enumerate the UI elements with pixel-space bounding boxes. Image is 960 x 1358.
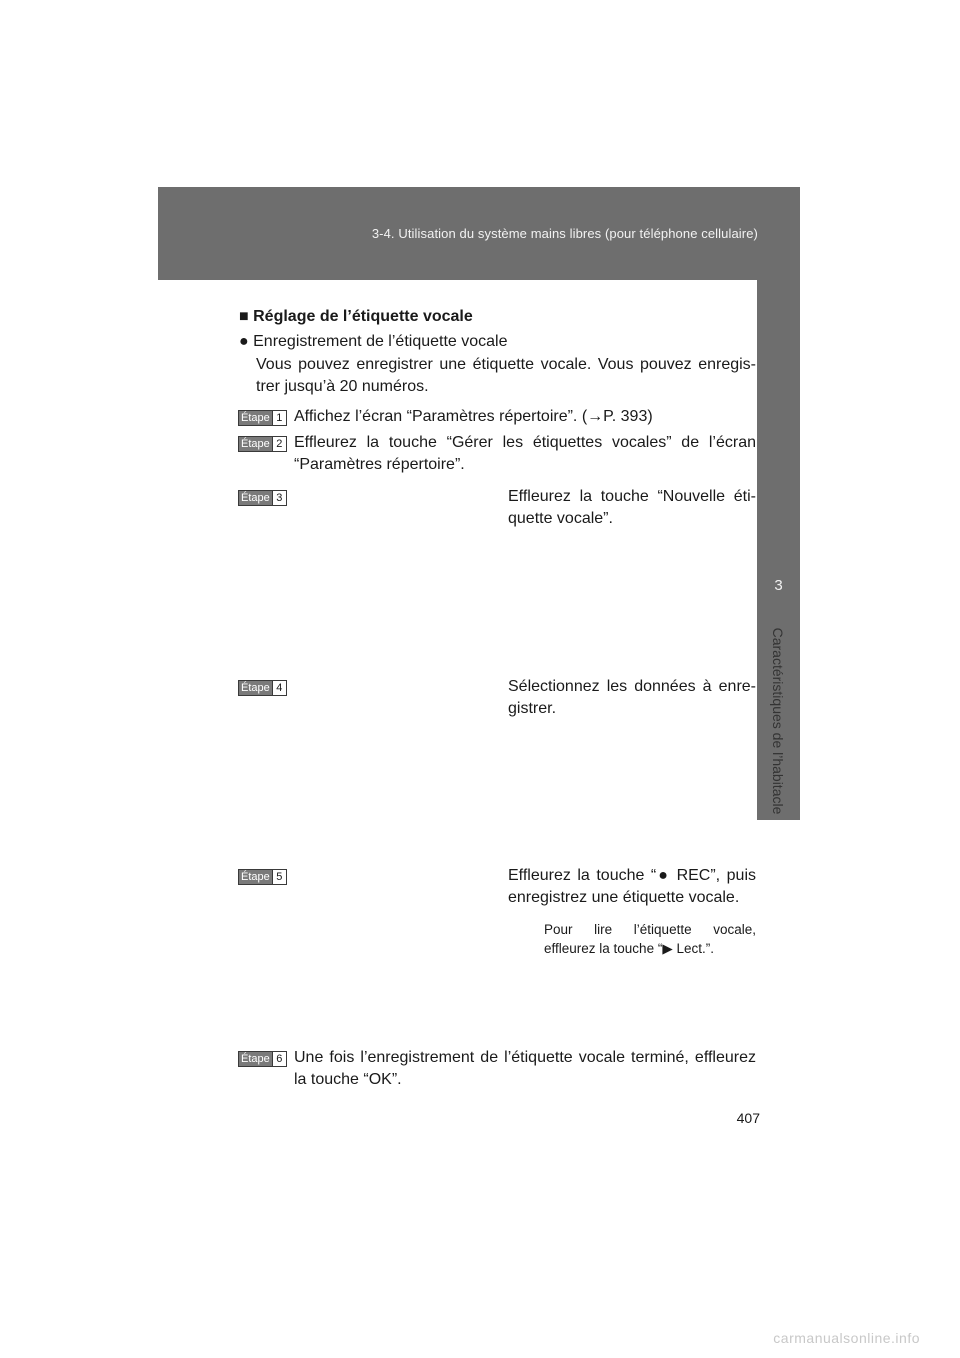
step-badge-4: Étape 4 xyxy=(238,680,287,696)
step-badge-6: Étape 6 xyxy=(238,1051,287,1067)
step-badge-1: Étape 1 xyxy=(238,410,287,426)
step-text-5: Effleurez la touche “● REC”, puis enregistrez une étiquette vocale. xyxy=(508,867,756,906)
step-text-3: Effleurez la touche “Nouvelle éti-quette vocale”. xyxy=(508,488,756,527)
chapter-number: 3 xyxy=(774,577,783,594)
step-text-2: Effleurez la touche “Gérer les étiquettes vocales” de l’écran “Paramètres répertoire”. xyxy=(294,434,756,473)
step-badge-3: Étape 3 xyxy=(238,490,287,506)
chapter-side-label: Caractéristiques de l’habitacle xyxy=(770,627,786,815)
subsection-description: Vous pouvez enregistrer une étiquette vocale. Vous pouvez enregis-trer jusqu’à 20 numéros. xyxy=(256,356,756,395)
square-bullet-icon: ■ xyxy=(239,308,249,325)
section-title: Réglage de l’étiquette vocale xyxy=(253,308,473,325)
step-text-6: Une fois l’enregistrement de l’étiquette vocale terminé, effleurez la touche “OK”. xyxy=(294,1049,756,1088)
watermark: carmanualsonline.info xyxy=(773,1330,920,1346)
subsection-heading xyxy=(239,331,508,353)
step-text-1: Affichez l’écran “Paramètres répertoire”. (→P. 393) xyxy=(294,408,653,425)
subsection-title: Enregistrement de l’étiquette vocale xyxy=(253,333,508,350)
chapter-header xyxy=(158,187,800,280)
step-badge-2: Étape 2 xyxy=(238,436,287,452)
section-heading xyxy=(239,306,473,328)
step-note-5: Pour lire l’étiquette vocale, effleurez la touche “▶ Lect.”. xyxy=(544,922,756,956)
step-text-4: Sélectionnez les données à enre-gistrer. xyxy=(508,678,756,717)
chapter-title: 3-4. Utilisation du système mains libres (pour téléphone cellulaire) xyxy=(371,226,758,241)
page-number: 407 xyxy=(736,1110,760,1126)
step-badge-5: Étape 5 xyxy=(238,869,287,885)
circle-bullet-icon: ● xyxy=(239,333,249,350)
